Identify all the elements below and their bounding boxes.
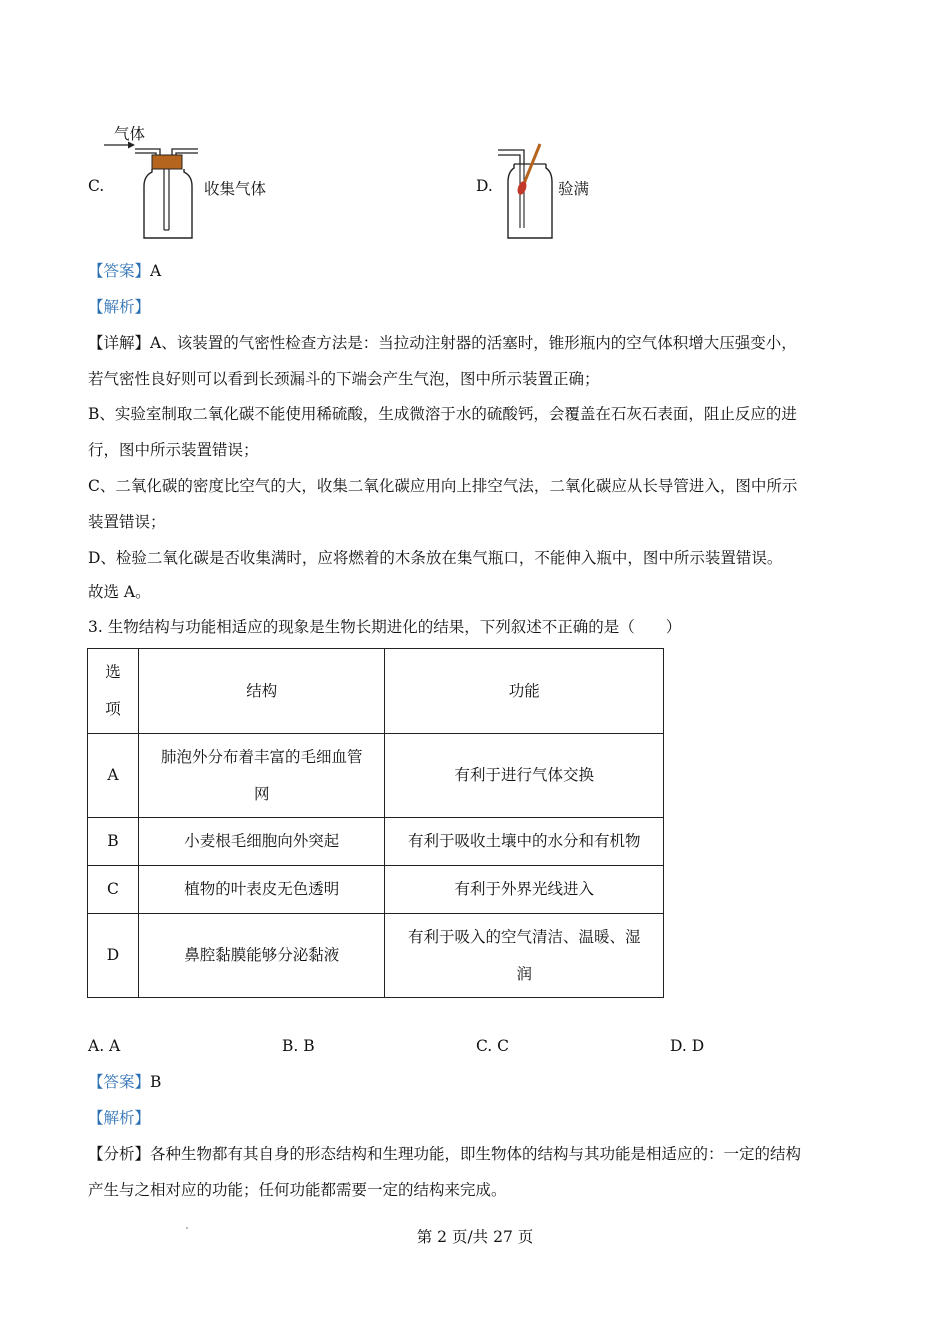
figure-d-caption: 验满 (558, 180, 590, 198)
row-option: C (88, 866, 139, 914)
q2-detail-line: C、二氧化碳的密度比空气的大，收集二氧化碳应用向上排空气法，二氧化碳应从长导管进入，图中所示 (88, 477, 798, 495)
q2-detail-line: 装置错误； (88, 513, 166, 531)
figure-c-gas-label: 气体 (114, 125, 146, 143)
q3-table (87, 648, 664, 998)
header-option: 选 项 (88, 649, 139, 734)
option-a: A. A (88, 1037, 121, 1055)
table-row (88, 734, 664, 818)
header-structure: 结构 (138, 649, 385, 734)
row-option: D (88, 914, 139, 998)
gas-collection-bottle-diagram (104, 138, 204, 244)
table-header-row (88, 649, 664, 734)
q2-detail-line: 行，图中所示装置错误； (88, 441, 259, 459)
q2-answer: 【答案】A (88, 262, 162, 280)
figure-c-label: C. (88, 177, 105, 195)
table-row (88, 818, 664, 866)
row-function: 有利于外界光线进入 (385, 866, 664, 914)
row-function: 有利于吸入的空气清洁、温暖、湿 润 (385, 914, 664, 998)
option-c: C. C (476, 1037, 510, 1055)
q2-detail-line: B、实验室制取二氧化碳不能使用稀硫酸，生成微溶于水的硫酸钙，会覆盖在石灰石表面，阻止反应的进 (88, 405, 797, 423)
q2-detail-line: 若气密性良好则可以看到长颈漏斗的下端会产生气泡，图中所示装置正确； (88, 370, 600, 388)
row-structure: 鼻腔黏膜能够分泌黏液 (138, 914, 385, 998)
row-function: 有利于进行气体交换 (385, 734, 664, 818)
header-function: 功能 (385, 649, 664, 734)
q3-fenxi-line: 【分析】各种生物都有其自身的形态结构和生理功能，即生物体的结构与其功能是相适应的：一定的结构 (88, 1145, 802, 1163)
q3-stem: 3. 生物结构与功能相适应的现象是生物长期进化的结果，下列叙述不正确的是（ ） (88, 618, 682, 636)
row-function: 有利于吸收土壤中的水分和有机物 (385, 818, 664, 866)
q2-detail-line: 【详解】A、该装置的气密性检查方法是：当拉动注射器的活塞时，锥形瓶内的空气体积增大压强变小， (88, 334, 797, 352)
q2-conclusion: 故选 A。 (88, 583, 151, 601)
q2-detail-line: D、检验二氧化碳是否收集满时，应将燃着的木条放在集气瓶口，不能伸入瓶中，图中所示装置错误。 (88, 549, 783, 567)
figure-d-label: D. (476, 177, 493, 195)
q3-analysis-tag: 【解析】 (88, 1109, 151, 1127)
row-option: B (88, 818, 139, 866)
figure-c-caption: 收集气体 (204, 180, 267, 198)
page-footer: 第 2 页/共 27 页 (416, 1228, 534, 1246)
table-row (88, 866, 664, 914)
row-option: A (88, 734, 139, 818)
q2-analysis-tag: 【解析】 (88, 298, 151, 316)
option-b: B. B (282, 1037, 315, 1055)
row-structure: 小麦根毛细胞向外突起 (138, 818, 385, 866)
row-structure: 肺泡外分布着丰富的毛细血管 网 (138, 734, 385, 818)
q3-answer: 【答案】B (88, 1073, 162, 1091)
check-full-bottle-diagram (496, 142, 560, 242)
q3-fenxi-line: 产生与之相对应的功能；任何功能都需要一定的结构来完成。 (88, 1181, 507, 1199)
row-structure: 植物的叶表皮无色透明 (138, 866, 385, 914)
table-row (88, 914, 664, 998)
option-d: D. D (670, 1037, 705, 1055)
